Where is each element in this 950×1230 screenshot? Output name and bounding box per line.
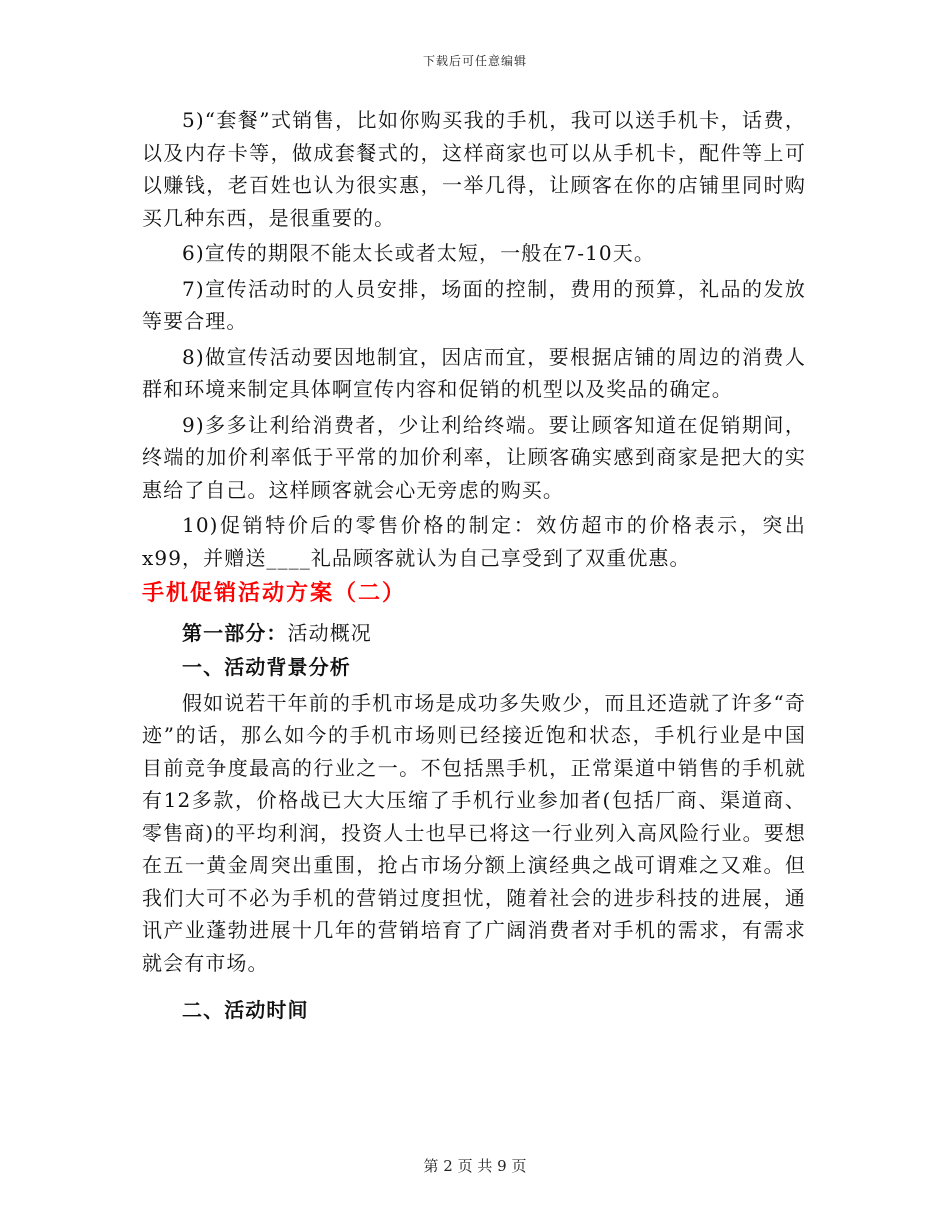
paragraph-item-7: 7)宣传活动时的人员安排，场面的控制，费用的预算，礼品的发放等要合理。 — [142, 276, 806, 333]
paragraph-item-6: 6)宣传的期限不能太长或者太短，一般在7-10天。 — [182, 241, 655, 265]
document-body — [142, 104, 806, 1027]
paragraph-item-9: 9)多多让利给消费者，少让利给终端。要让顾客知道在促销期间，终端的加价利率低于平常的加价利率，让顾客确实感到商家是把大的实惠给了自己。这样顾客就会心无旁虑的购买。 — [142, 412, 806, 502]
page-footer: 第 2 页 共 9 页 — [423, 1157, 527, 1175]
section-title: 手机促销活动方案（二） — [142, 580, 407, 606]
heading-background: 一、活动背景分析 — [182, 655, 351, 679]
page-header: 下载后可任意编辑 — [422, 54, 527, 68]
part-text: 活动概况 — [287, 620, 372, 645]
paragraph-item-8: 8)做宣传活动要因地制宜，因店而宜，要根据店铺的周边的消费人群和环境来制定具体啊宣传内容和促销的机型以及奖品的确定。 — [142, 344, 806, 401]
paragraph-item-10: 10)促销特价后的零售价格的制定：效仿超市的价格表示，突出x99，并赠送____礼品顾客就认为自己享受到了双重优惠。 — [142, 513, 806, 570]
part-label: 第一部分： — [182, 620, 288, 645]
background-paragraph: 假如说若干年前的手机市场是成功多失败少，而且还造就了许多“奇迹”的话，那么如今的手机市场则已经接近饱和状态，手机行业是中国目前竞争度最高的行业之一。不包括黑手机，正常渠道中销售的手机就有12多款，价格战已大大压缩了手机行业参加者(包括厂商、渠道商、零售商)的平均利润，投资人士也早已将这一行业列入高风险行业。要想在五一黄金周突出重围，抢占市场分额上演经典之战可谓难之又难。但我们大可不必为手机的营销过度担忧，随着社会的进步科技的进展，通讯产业蓬勃进展十几年的营销培育了广阔消费者对手机的需求，有需求就会有市场。 — [142, 690, 806, 975]
heading-time: 二、活动时间 — [182, 998, 309, 1022]
paragraph-item-5: 5)“套餐”式销售，比如你购买我的手机，我可以送手机卡，话费，以及内存卡等，做成套餐式的，这样商家也可以从手机卡，配件等上可以赚钱，老百姓也认为很实惠，一举几得，让顾客在你的店铺里同时购买几种东西，是很重要的。 — [142, 108, 806, 230]
part-heading — [142, 617, 806, 650]
